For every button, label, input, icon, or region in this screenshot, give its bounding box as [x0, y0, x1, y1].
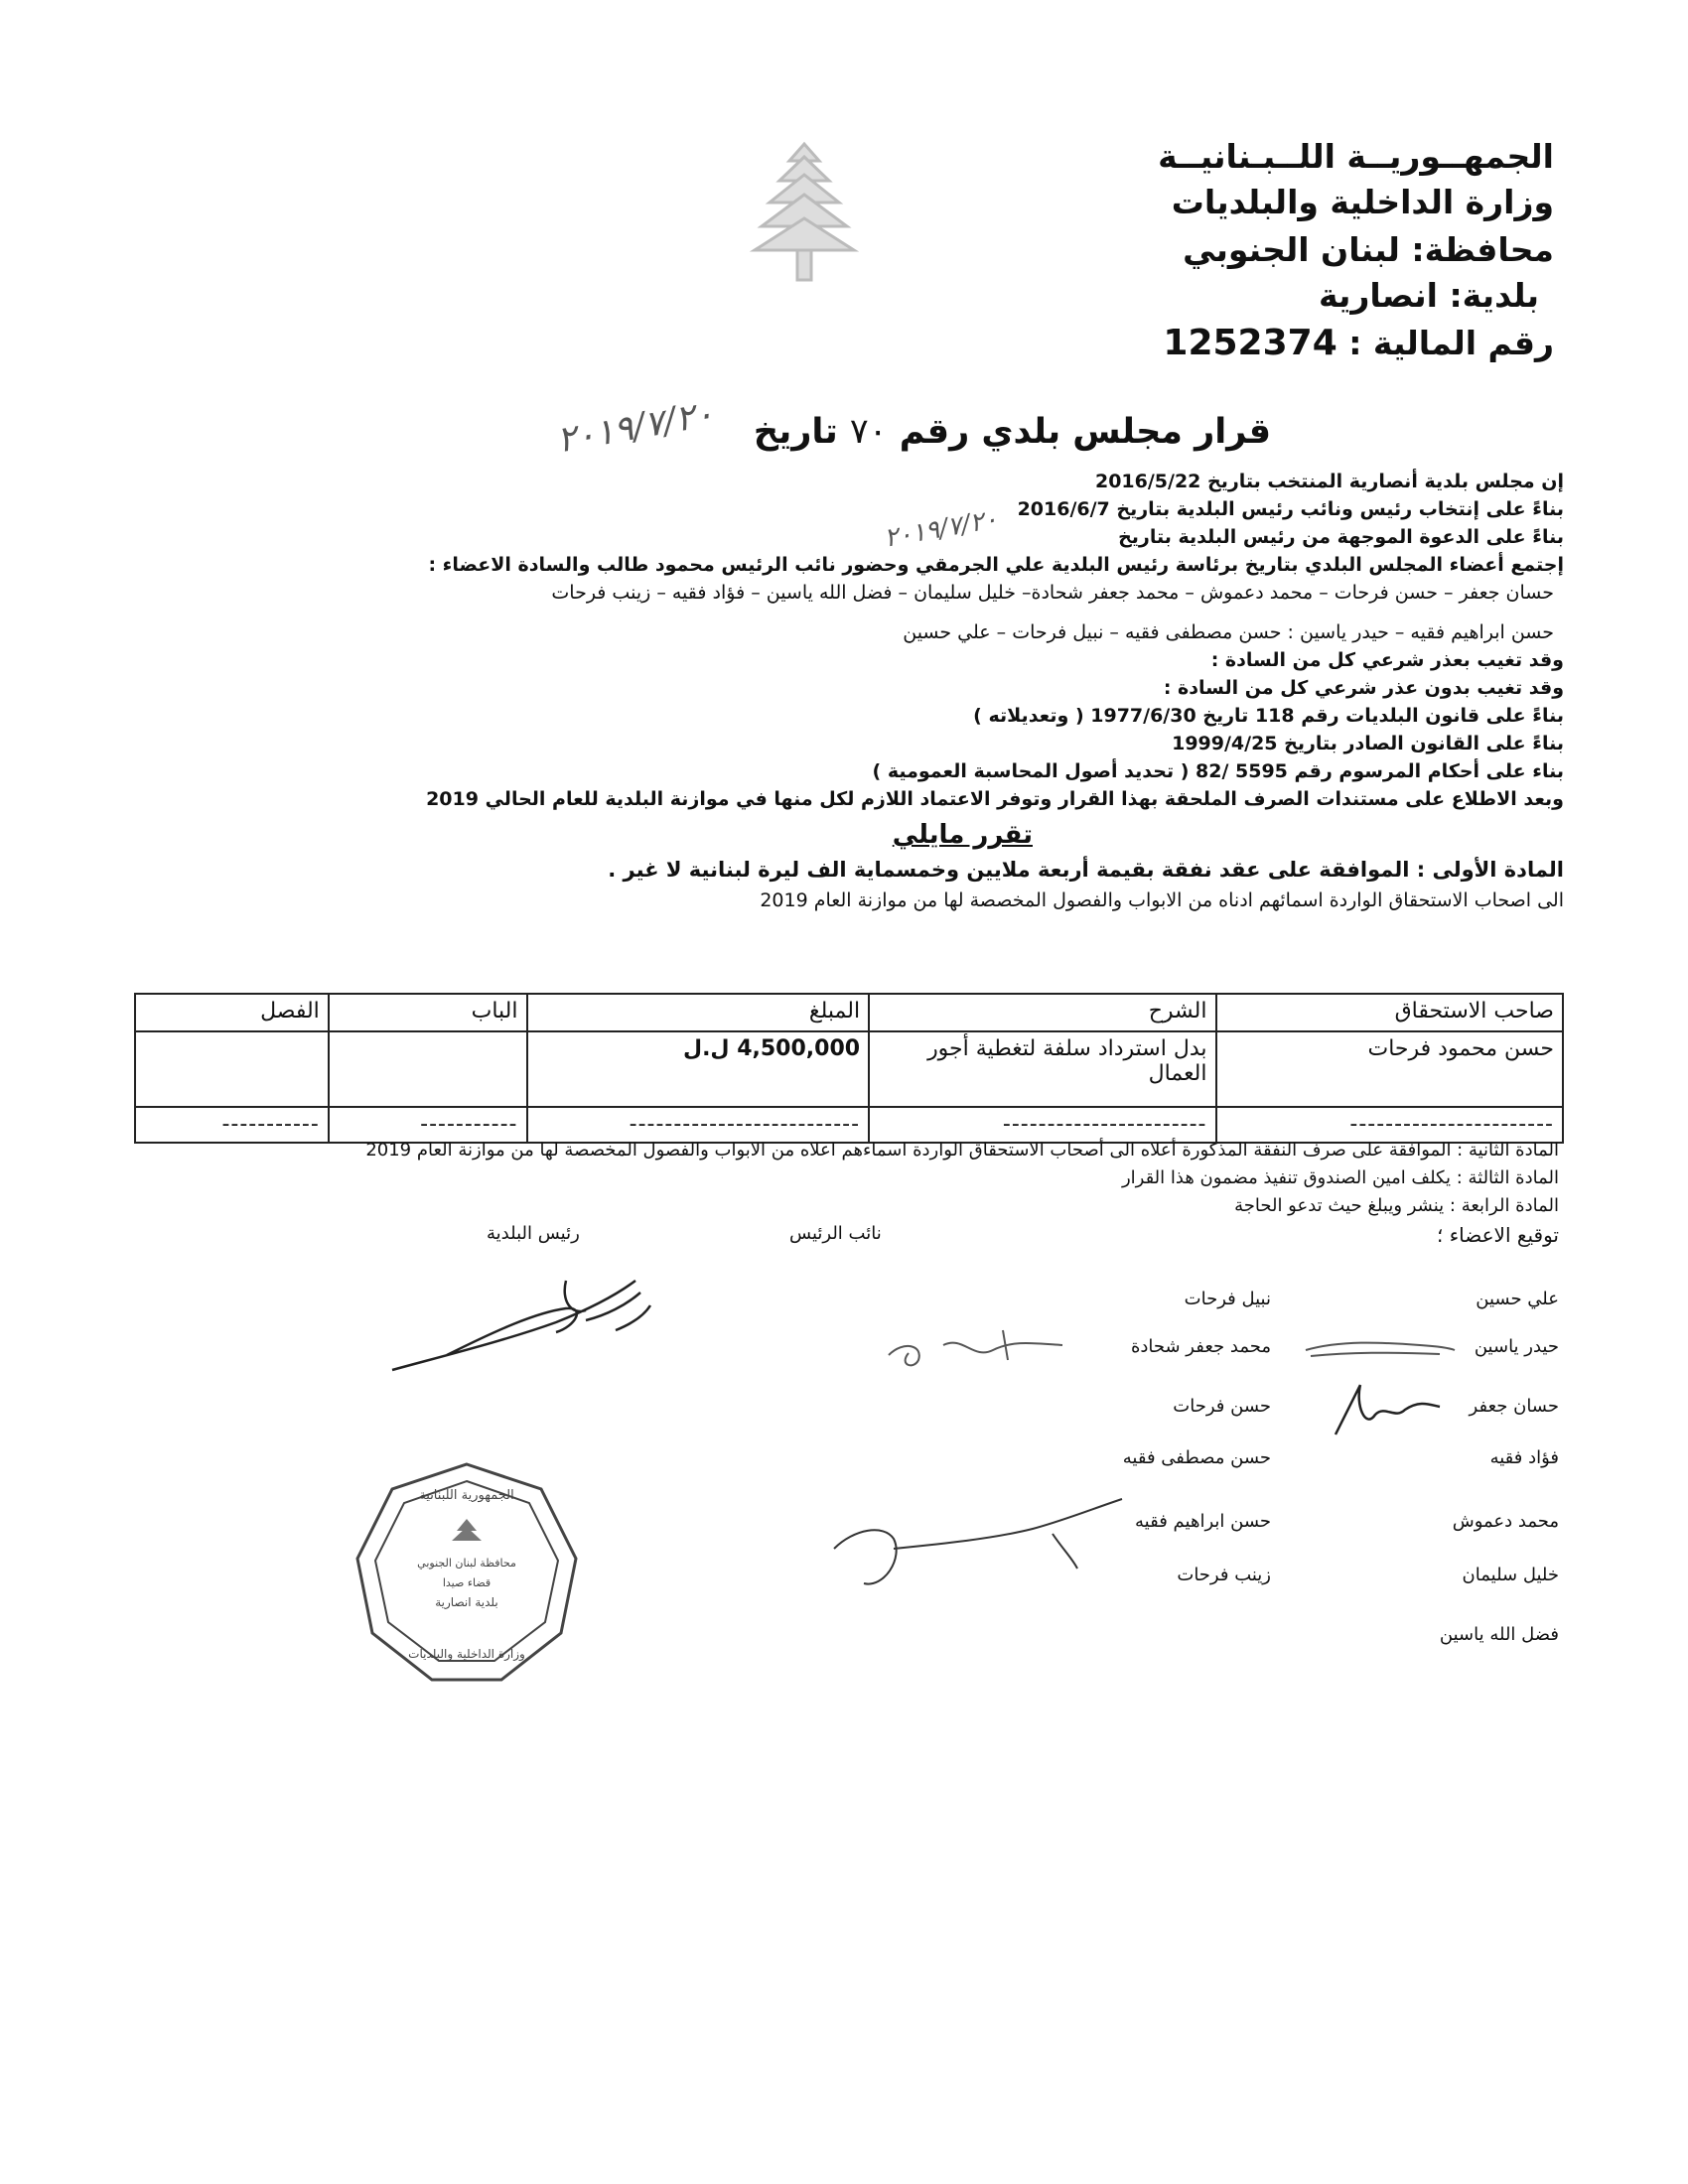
dash-cell: -----------	[135, 1107, 329, 1143]
article-4: المادة الرابعة : ينشر ويبلغ حيث تدعو الحاجة	[1234, 1195, 1559, 1216]
member-name-left: نبيل فرحات	[1184, 1289, 1271, 1309]
body-line-budget: وبعد الاطلاع على مستندات الصرف الملحقة بهذا القرار وتوفر الاعتماد اللازم لكل منها في موازنة البلدية للعام الحالي 2019	[426, 788, 1564, 810]
member-name-right: خليل سليمان	[1462, 1565, 1559, 1585]
body-line-law1999: بناءً على القانون الصادر بتاريخ 1999/4/25	[1172, 733, 1564, 754]
body-line-unexcused: وقد تغيب بدون عذر شرعي كل من السادة :	[1163, 677, 1564, 699]
member-name-left: حسن مصطفى فقيه	[1122, 1447, 1271, 1468]
dash-cell: -----------------------	[1216, 1107, 1564, 1143]
body-line-4: إجتمع أعضاء المجلس البلدي بتاريخ برئاسة رئيس البلدية علي الجرمقي وحضور نائب الرئيس محمود طالب والسادة الاعضاء :	[428, 554, 1564, 576]
title-number: ٧٠	[849, 412, 888, 452]
column-header-amount: المبلغ	[527, 994, 870, 1031]
member-name-left: زينب فرحات	[1177, 1565, 1271, 1585]
column-header-description: الشرح	[869, 994, 1215, 1031]
member-signature-shehadeh	[884, 1315, 1082, 1375]
members-present-1: حسان جعفر – حسن فرحات – محمد دعموش – محمد جعفر شحادة– خليل سليمان – فضل الله ياسين – فؤاد فقيه – زينب فرحات	[551, 582, 1554, 604]
body-line-2: بناءً على إنتخاب رئيس ونائب رئيس البلدية بتاريخ 2016/6/7	[1017, 498, 1564, 520]
member-name-right: حسان جعفر	[1469, 1396, 1559, 1417]
body-line-decree: بناء على أحكام المرسوم رقم 5595 /82 ( تحديد أصول المحاسبة العمومية )	[872, 760, 1564, 782]
article-1-line-1: المادة الأولى : الموافقة على عقد نفقة بقيمة أربعة ملايين وخمسماية الف ليرة لبنانية لا غير .	[608, 858, 1564, 882]
table-row	[135, 1031, 1563, 1107]
article-3: المادة الثالثة : يكلف امين الصندوق تنفيذ مضمون هذا القرار	[1121, 1167, 1559, 1188]
body-line-1: إن مجلس بلدية أنصارية المنتخب بتاريخ 2016/5/22	[1094, 471, 1564, 492]
column-header-section: الباب	[329, 994, 527, 1031]
country-heading: الجمهــوريــة اللــبـنانيــة	[1158, 137, 1554, 176]
members-present-2: حسن ابراهيم فقيه – حيدر ياسين : حسن مصطفى فقيه – نبيل فرحات – علي حسين	[903, 621, 1554, 643]
column-header-chapter: الفصل	[135, 994, 329, 1031]
cell-description: بدل استرداد سلفة لتغطية أجور العمال	[869, 1031, 1215, 1107]
svg-text:بلدية انصارية: بلدية انصارية	[435, 1595, 498, 1609]
member-signature-yassine	[1301, 1330, 1460, 1370]
member-signature-faqih	[824, 1489, 1142, 1598]
body-line-law118: بناءً على قانون البلديات رقم 118 تاريخ 1977/6/30 ( وتعديلاته )	[973, 705, 1564, 727]
members-signature-label: توقيع الاعضاء ؛	[1437, 1223, 1559, 1247]
cell-amount: 4,500,000 ل.ل	[527, 1031, 870, 1107]
dash-cell: --------------------------	[527, 1107, 870, 1143]
beneficiary-table	[134, 993, 1564, 1144]
member-name-right: محمد دعموش	[1452, 1511, 1559, 1532]
president-label: رئيس البلدية	[487, 1223, 580, 1244]
member-name-right: حيدر ياسين	[1474, 1336, 1559, 1357]
member-name-left: حسن فرحات	[1173, 1396, 1271, 1417]
vice-president-label: نائب الرئيس	[789, 1223, 882, 1244]
municipality-heading: بلدية: انصارية	[1318, 276, 1539, 315]
member-name-right: فضل الله ياسين	[1439, 1624, 1559, 1645]
title-text: قرار مجلس بلدي رقم	[899, 412, 1271, 452]
finance-number-row	[1163, 323, 1554, 363]
ministry-heading: وزارة الداخلية والبلديات	[1171, 183, 1554, 221]
title-date-label: تاريخ	[753, 412, 838, 452]
member-name-right: فؤاد فقيه	[1489, 1447, 1559, 1468]
finance-number: 1252374	[1163, 323, 1337, 363]
member-name-right: علي حسين	[1476, 1289, 1559, 1309]
member-name-left: محمد جعفر شحادة	[1130, 1336, 1271, 1357]
member-signature-jaafar	[1326, 1375, 1445, 1444]
article-2: المادة الثانية : الموافقة على صرف النفقة المذكورة أعلاه الى أصحاب الاستحقاق الواردة اسماءهم اعلاه من الابواب والفصول المخصصة لها من موازنة العام 2019	[365, 1140, 1559, 1160]
table-row	[135, 1107, 1563, 1143]
official-stamp-seal	[352, 1459, 581, 1688]
column-header-beneficiary: صاحب الاستحقاق	[1216, 994, 1564, 1031]
svg-text:قضاء صيدا: قضاء صيدا	[442, 1576, 492, 1589]
decision-title	[754, 412, 1271, 452]
handwritten-meeting-date: ٢٠١٩/٧/٢٠	[882, 504, 1001, 554]
finance-label: رقم المالية :	[1348, 324, 1554, 362]
dash-cell: -----------------------	[869, 1107, 1215, 1143]
cedar-emblem-icon	[750, 139, 859, 288]
governorate-heading: محافظة: لبنان الجنوبي	[1183, 230, 1554, 269]
svg-text:وزارة الداخلية والبلديات: وزارة الداخلية والبلديات	[408, 1647, 525, 1661]
cell-beneficiary: حسن محمود فرحات	[1216, 1031, 1564, 1107]
svg-text:الجمهورية اللبنانية: الجمهورية اللبنانية	[419, 1488, 514, 1503]
body-line-excused: وقد تغيب بعذر شرعي كل من السادة :	[1210, 649, 1564, 671]
svg-text:محافظة لبنان الجنوبي: محافظة لبنان الجنوبي	[417, 1557, 516, 1570]
decides-heading: تقرر مايلي	[892, 820, 1033, 850]
cell-section	[329, 1031, 527, 1107]
body-line-3: بناءً على الدعوة الموجهة من رئيس البلدية بتاريخ	[1118, 526, 1564, 548]
member-name-left: حسن ابراهيم فقيه	[1135, 1511, 1271, 1532]
cell-chapter	[135, 1031, 329, 1107]
dash-cell: -----------	[329, 1107, 527, 1143]
table-header-row	[135, 994, 1563, 1031]
president-signature	[387, 1261, 685, 1380]
handwritten-title-date: ٢٠١٩/٧/٢٠	[553, 393, 717, 462]
article-1-line-2: الى اصحاب الاستحقاق الواردة اسمائهم ادناه من الابواب والفصول المخصصة لها من موازنة العام 2019	[760, 889, 1564, 911]
